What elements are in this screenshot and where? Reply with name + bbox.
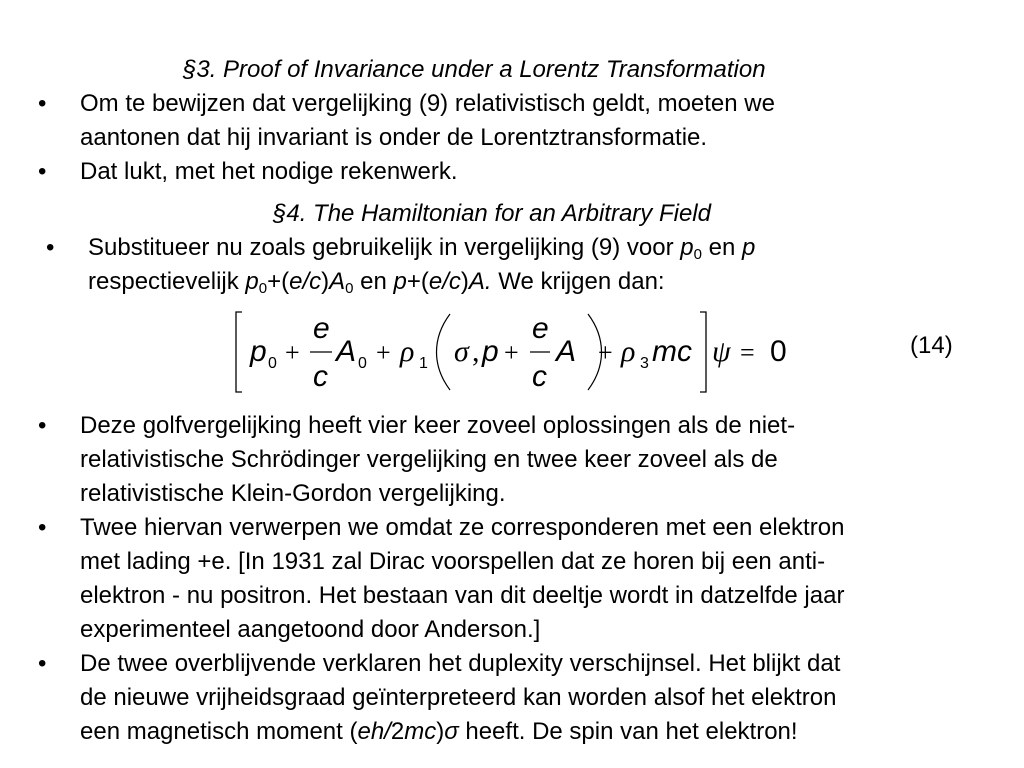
subscript: 0 bbox=[693, 246, 702, 263]
eq-plus: + bbox=[598, 338, 613, 367]
left-bracket bbox=[236, 312, 242, 392]
eq-sigma: σ bbox=[454, 335, 469, 368]
subscript: 0 bbox=[258, 280, 268, 297]
subscript: 0 bbox=[345, 280, 354, 297]
eq-subscript: 1 bbox=[419, 355, 428, 372]
discussion-1-line-3: relativistische Klein-Gordon vergelijking. bbox=[80, 480, 506, 507]
bullet-icon: • bbox=[38, 158, 47, 185]
eq-comma: , bbox=[472, 335, 480, 368]
discussion-3-line-2: de nieuwe vrijheidsgraad geïnterpreteerd kan worden alsof het elektron bbox=[80, 684, 837, 711]
discussion-3-line-1: De twee overblijvende verklaren het duplexity verschijnsel. Het blijkt dat bbox=[80, 650, 841, 677]
section-3-item-1-line-2: aantonen dat hij invariant is onder de Lorentztransformatie. bbox=[80, 124, 708, 151]
text-run: +( bbox=[406, 268, 429, 295]
eq-plus: + bbox=[285, 338, 300, 367]
text-run: ) bbox=[436, 718, 445, 745]
section-3-heading: §3. Proof of Invariance under a Lorentz Transformation bbox=[183, 56, 766, 83]
text-run: We krijgen dan: bbox=[491, 268, 665, 295]
symbol-e-over-c: e/c bbox=[289, 268, 322, 295]
symbol-p: p bbox=[742, 234, 756, 261]
section-4-heading: §4. The Hamiltonian for an Arbitrary Field bbox=[273, 200, 711, 227]
symbol-A: A. bbox=[468, 268, 492, 295]
eq-e: e bbox=[532, 312, 549, 345]
text-run: ) bbox=[460, 268, 469, 295]
text-run: heeft. De spin van het elektron! bbox=[458, 718, 798, 745]
discussion-3-line-3 bbox=[80, 720, 798, 744]
text-run: en bbox=[702, 234, 743, 261]
eq-c: c bbox=[313, 360, 328, 393]
bullet-icon: • bbox=[38, 90, 47, 117]
section-3-item-1-line-1: Om te bewijzen dat vergelijking (9) relativistisch geldt, moeten we bbox=[80, 90, 775, 117]
bullet-icon: • bbox=[46, 234, 55, 261]
eq-p: p bbox=[250, 335, 267, 368]
section-4-item-line-2 bbox=[88, 268, 665, 297]
eq-subscript: 0 bbox=[358, 355, 367, 372]
eq-c: c bbox=[532, 360, 547, 393]
symbol-sigma: σ bbox=[444, 718, 459, 745]
equation-14 bbox=[232, 308, 832, 396]
text-run: en bbox=[353, 268, 394, 295]
eq-rho: ρ bbox=[621, 335, 636, 368]
symbol-p: p bbox=[393, 268, 407, 295]
discussion-2-line-2: met lading +e. [In 1931 zal Dirac voorspellen dat ze horen bij een anti- bbox=[80, 548, 826, 575]
equation-number: (14) bbox=[910, 332, 953, 359]
discussion-2-line-4: experimenteel aangetoond door Anderson.] bbox=[80, 616, 541, 643]
text-run: ) bbox=[321, 268, 330, 295]
eq-A: A bbox=[336, 335, 357, 368]
eq-subscript: 3 bbox=[640, 355, 649, 372]
text-run: Substitueer nu zoals gebruikelijk in vergelijking (9) voor bbox=[88, 234, 681, 261]
eq-A: A bbox=[556, 335, 577, 368]
eq-p: p bbox=[482, 335, 499, 368]
section-4-item-line-1 bbox=[88, 234, 756, 263]
text-run: een magnetisch moment ( bbox=[80, 718, 358, 745]
symbol-mc: mc bbox=[404, 718, 437, 745]
symbol-p: p bbox=[680, 234, 694, 261]
symbol-e-over-c: e/c bbox=[428, 268, 461, 295]
eq-subscript: 0 bbox=[268, 355, 277, 372]
bullet-icon: • bbox=[38, 412, 47, 439]
discussion-1-line-2: relativistische Schrödinger vergelijking en twee keer zoveel als de bbox=[80, 446, 778, 473]
bullet-icon: • bbox=[38, 514, 47, 541]
eq-equals: = bbox=[740, 338, 755, 367]
bullet-icon: • bbox=[38, 650, 47, 677]
discussion-1-line-1: Deze golfvergelijking heeft vier keer zoveel oplossingen als de niet- bbox=[80, 412, 796, 439]
discussion-2-line-1: Twee hiervan verwerpen we omdat ze corresponderen met een elektron bbox=[80, 514, 845, 541]
section-3-item-2: Dat lukt, met het nodige rekenwerk. bbox=[80, 158, 458, 185]
eq-zero: 0 bbox=[770, 335, 787, 368]
text-run: +( bbox=[267, 268, 290, 295]
symbol-A: A bbox=[329, 268, 346, 295]
eq-mc: mc bbox=[652, 335, 692, 368]
equation-svg bbox=[232, 308, 832, 396]
text-run: respectievelijk bbox=[88, 268, 246, 295]
left-paren bbox=[437, 314, 451, 390]
right-bracket bbox=[700, 312, 706, 392]
eq-plus: + bbox=[376, 338, 391, 367]
discussion-2-line-3: elektron - nu positron. Het bestaan van dit deeltje wordt in datzelfde jaar bbox=[80, 582, 845, 609]
symbol-p: p bbox=[245, 268, 259, 295]
eq-e: e bbox=[313, 312, 330, 345]
eq-rho: ρ bbox=[400, 335, 415, 368]
text-run: 2 bbox=[390, 718, 405, 745]
eq-psi: ψ bbox=[712, 335, 731, 368]
eq-plus: + bbox=[504, 338, 519, 367]
symbol-eh: eh/ bbox=[357, 718, 391, 745]
